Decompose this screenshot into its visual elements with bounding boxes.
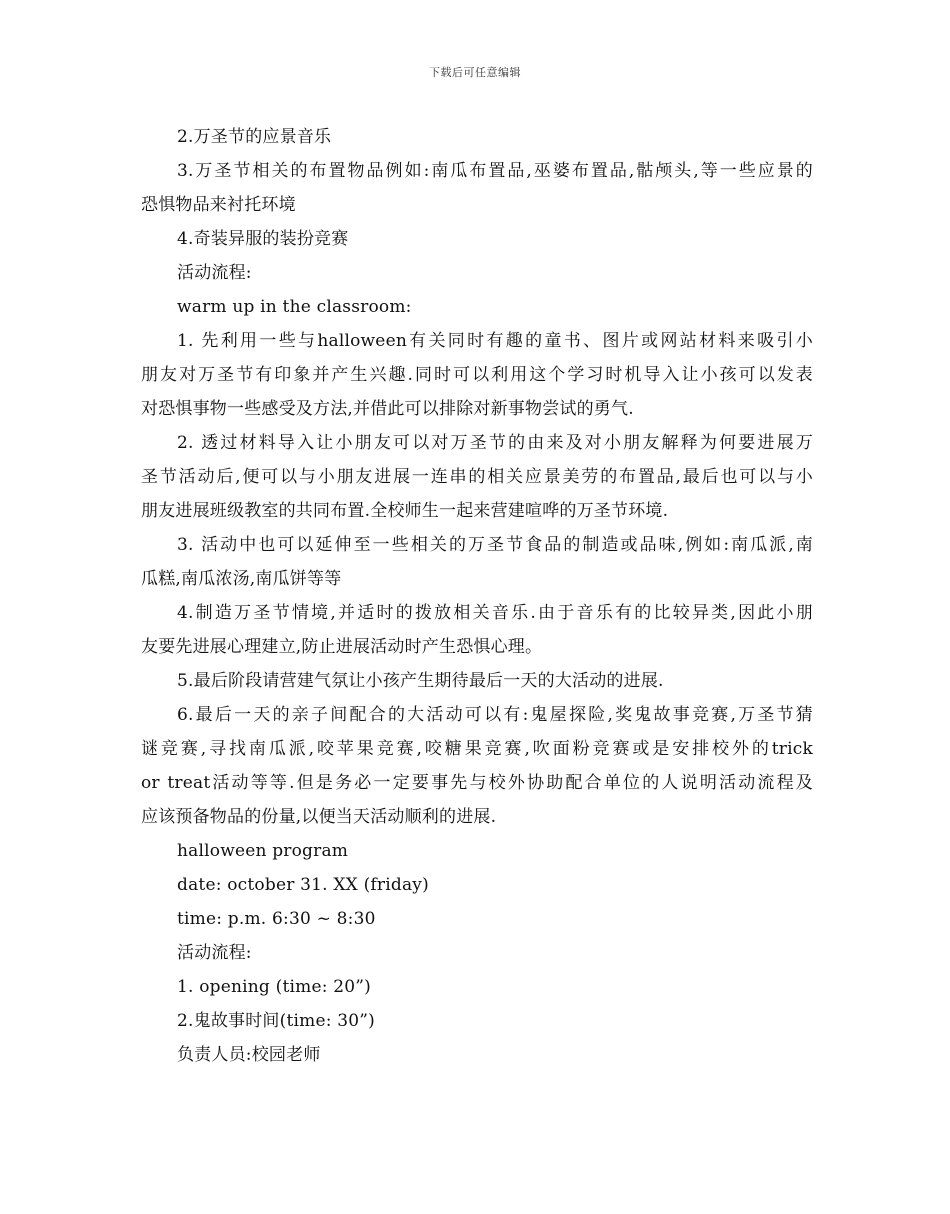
text-line: 圣节活动后,便可以与小朋友进展一连串的相关应景美劳的布置品,最后也可以与小 [141,467,813,487]
text-line: or treat活动等等.但是务必一定要事先与校外协助配合单位的人说明活动流程及 [141,773,813,793]
text-line: 朋友进展班级教室的共同布置.全校师生一起来营建喧哗的万圣节环境. [141,501,669,521]
text-line: date: october 31. XX (friday) [177,875,429,895]
text-line: 2.鬼故事时间(time: 30”) [177,1011,375,1031]
text-line: 4.制造万圣节情境,并适时的拨放相关音乐.由于音乐有的比较异类,因此小朋 [177,603,813,623]
text-line: 活动流程: [177,943,252,963]
text-line: 6.最后一天的亲子间配合的大活动可以有:鬼屋探险,奖鬼故事竞赛,万圣节猜 [177,705,813,725]
text-line: 2. 透过材料导入让小朋友可以对万圣节的由来及对小朋友解释为何要进展万 [177,433,813,453]
text-line: 应该预备物品的份量,以便当天活动顺利的进展. [141,807,497,827]
text-line: 对恐惧事物一些感受及方法,并借此可以排除对新事物尝试的勇气. [141,399,634,419]
text-line: 恐惧物品来衬托环境 [141,195,296,215]
text-line: 活动流程: [177,263,252,283]
text-line: 谜竞赛,寻找南瓜派,咬苹果竞赛,咬糖果竞赛,吹面粉竞赛或是安排校外的trick [141,739,813,759]
text-line: 3. 活动中也可以延伸至一些相关的万圣节食品的制造或品味,例如:南瓜派,南 [177,535,813,555]
text-line: halloween program [177,841,349,861]
text-line: 1. opening (time: 20”) [177,977,371,997]
text-line: 4.奇装异服的装扮竞赛 [177,229,349,249]
text-line: 3.万圣节相关的布置物品例如:南瓜布置品,巫婆布置品,骷颅头,等一些应景的 [177,161,813,181]
text-line: warm up in the classroom: [177,297,412,317]
text-line: 1. 先利用一些与halloween有关同时有趣的童书、图片或网站材料来吸引小 [177,331,813,351]
text-line: 友要先进展心理建立,防止进展活动时产生恐惧心理。 [141,637,543,657]
text-line: 2.万圣节的应景音乐 [177,127,332,147]
page-header: 下载后可任意编辑 [429,66,521,79]
text-line: 朋友对万圣节有印象并产生兴趣.同时可以利用这个学习时机导入让小孩可以发表 [141,365,813,385]
text-line: 瓜糕,南瓜浓汤,南瓜饼等等 [141,569,342,589]
text-line: time: p.m. 6:30 ~ 8:30 [177,909,376,929]
document-body [141,120,813,1072]
text-line: 5.最后阶段请营建气氛让小孩产生期待最后一天的大活动的进展. [177,671,664,691]
text-line: 负责人员:校园老师 [177,1045,321,1065]
